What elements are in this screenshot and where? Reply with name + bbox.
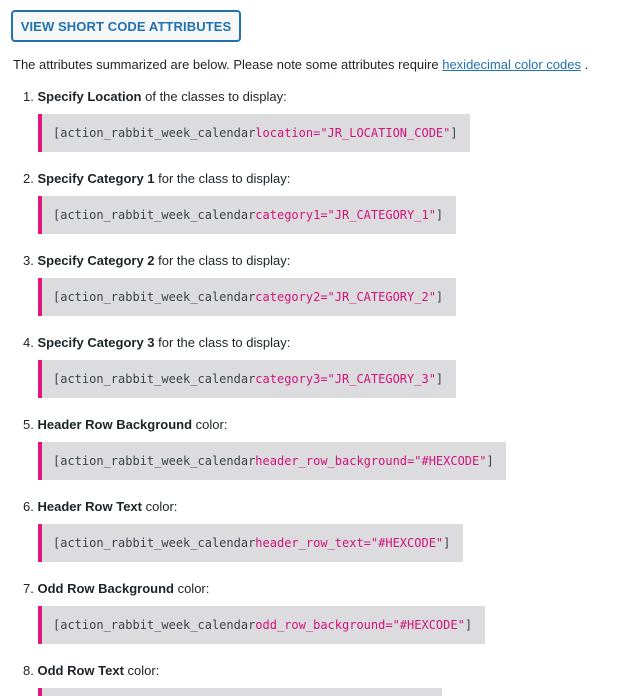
item-number: 6. xyxy=(23,499,34,514)
item-label xyxy=(23,334,290,352)
item-label xyxy=(23,252,290,270)
intro-text: The attributes summarized are below. Please note some attributes require xyxy=(13,57,443,72)
item-number: 8. xyxy=(23,663,34,678)
item-label xyxy=(23,580,209,598)
item-number: 5. xyxy=(23,417,34,432)
code-attribute: category2="JR_CATEGORY_2" xyxy=(255,290,436,304)
item-label xyxy=(23,662,159,680)
item-label-rest: for the class to display: xyxy=(154,171,291,186)
code-suffix: ] xyxy=(435,372,444,386)
item-number: 2. xyxy=(23,171,34,186)
code-suffix: ] xyxy=(435,208,444,222)
code-prefix: [action_rabbit_week_calendar xyxy=(53,618,256,632)
code-prefix: [action_rabbit_week_calendar xyxy=(53,208,256,222)
item-bold-label: Header Row Text xyxy=(37,499,142,514)
code-suffix: ] xyxy=(450,126,458,140)
item-label-rest: for the class to display: xyxy=(154,253,291,268)
code-attribute: category3="JR_CATEGORY_3" xyxy=(255,372,436,386)
view-short-code-attributes-button[interactable]: VIEW SHORT CODE ATTRIBUTES xyxy=(11,10,241,42)
code-attribute: location="JR_LOCATION_CODE" xyxy=(255,126,451,140)
item-number: 7. xyxy=(23,581,34,596)
code-prefix: [action_rabbit_week_calendar xyxy=(53,536,256,550)
item-number: 4. xyxy=(23,335,34,350)
intro-paragraph xyxy=(13,56,588,74)
item-bold-label: Odd Row Background xyxy=(37,581,174,596)
code-prefix: [action_rabbit_week_calendar xyxy=(53,454,256,468)
shortcode-block xyxy=(38,278,456,316)
code-attribute: header_row_text="#HEXCODE" xyxy=(255,536,444,550)
code-attribute: category1="JR_CATEGORY_1" xyxy=(255,208,436,222)
item-bold-label: Header Row Background xyxy=(37,417,193,432)
shortcode-block xyxy=(38,114,470,152)
item-bold-label: Specify Category 2 xyxy=(37,253,155,268)
code-prefix: [action_rabbit_week_calendar xyxy=(53,290,256,304)
hexidecimal-color-codes-link[interactable]: hexidecimal color codes xyxy=(442,57,581,72)
code-attribute: odd_row_background="#HEXCODE" xyxy=(255,618,465,632)
shortcode-block xyxy=(38,606,485,644)
intro-text-end: . xyxy=(580,57,589,72)
code-prefix: [action_rabbit_week_calendar xyxy=(53,372,256,386)
item-label-rest: color: xyxy=(123,663,160,678)
item-number: 1. xyxy=(23,89,34,104)
item-label xyxy=(23,416,227,434)
shortcode-block xyxy=(38,196,456,234)
code-suffix: ] xyxy=(464,618,473,632)
item-number: 3. xyxy=(23,253,34,268)
item-label-rest: color: xyxy=(141,499,178,514)
item-bold-label: Specify Category 1 xyxy=(37,171,155,186)
shortcode-block xyxy=(38,442,506,480)
code-prefix: [action_rabbit_week_calendar xyxy=(53,126,256,140)
item-bold-label: Odd Row Text xyxy=(37,663,124,678)
shortcode-block xyxy=(38,524,463,562)
item-bold-label: Specify Category 3 xyxy=(37,335,155,350)
item-label xyxy=(23,88,287,106)
code-suffix: ] xyxy=(443,536,451,550)
code-attribute: header_row_background="#HEXCODE" xyxy=(255,454,487,468)
item-label-rest: color: xyxy=(173,581,210,596)
item-label-rest: color: xyxy=(192,417,228,432)
item-label xyxy=(23,170,290,188)
shortcode-block xyxy=(38,360,456,398)
code-suffix: ] xyxy=(435,290,444,304)
item-label xyxy=(23,498,177,516)
item-label-rest: for the class to display: xyxy=(154,335,291,350)
item-bold-label: Specify Location xyxy=(37,89,142,104)
code-suffix: ] xyxy=(486,454,494,468)
shortcode-block xyxy=(38,688,442,696)
item-label-rest: of the classes to display: xyxy=(141,89,287,104)
